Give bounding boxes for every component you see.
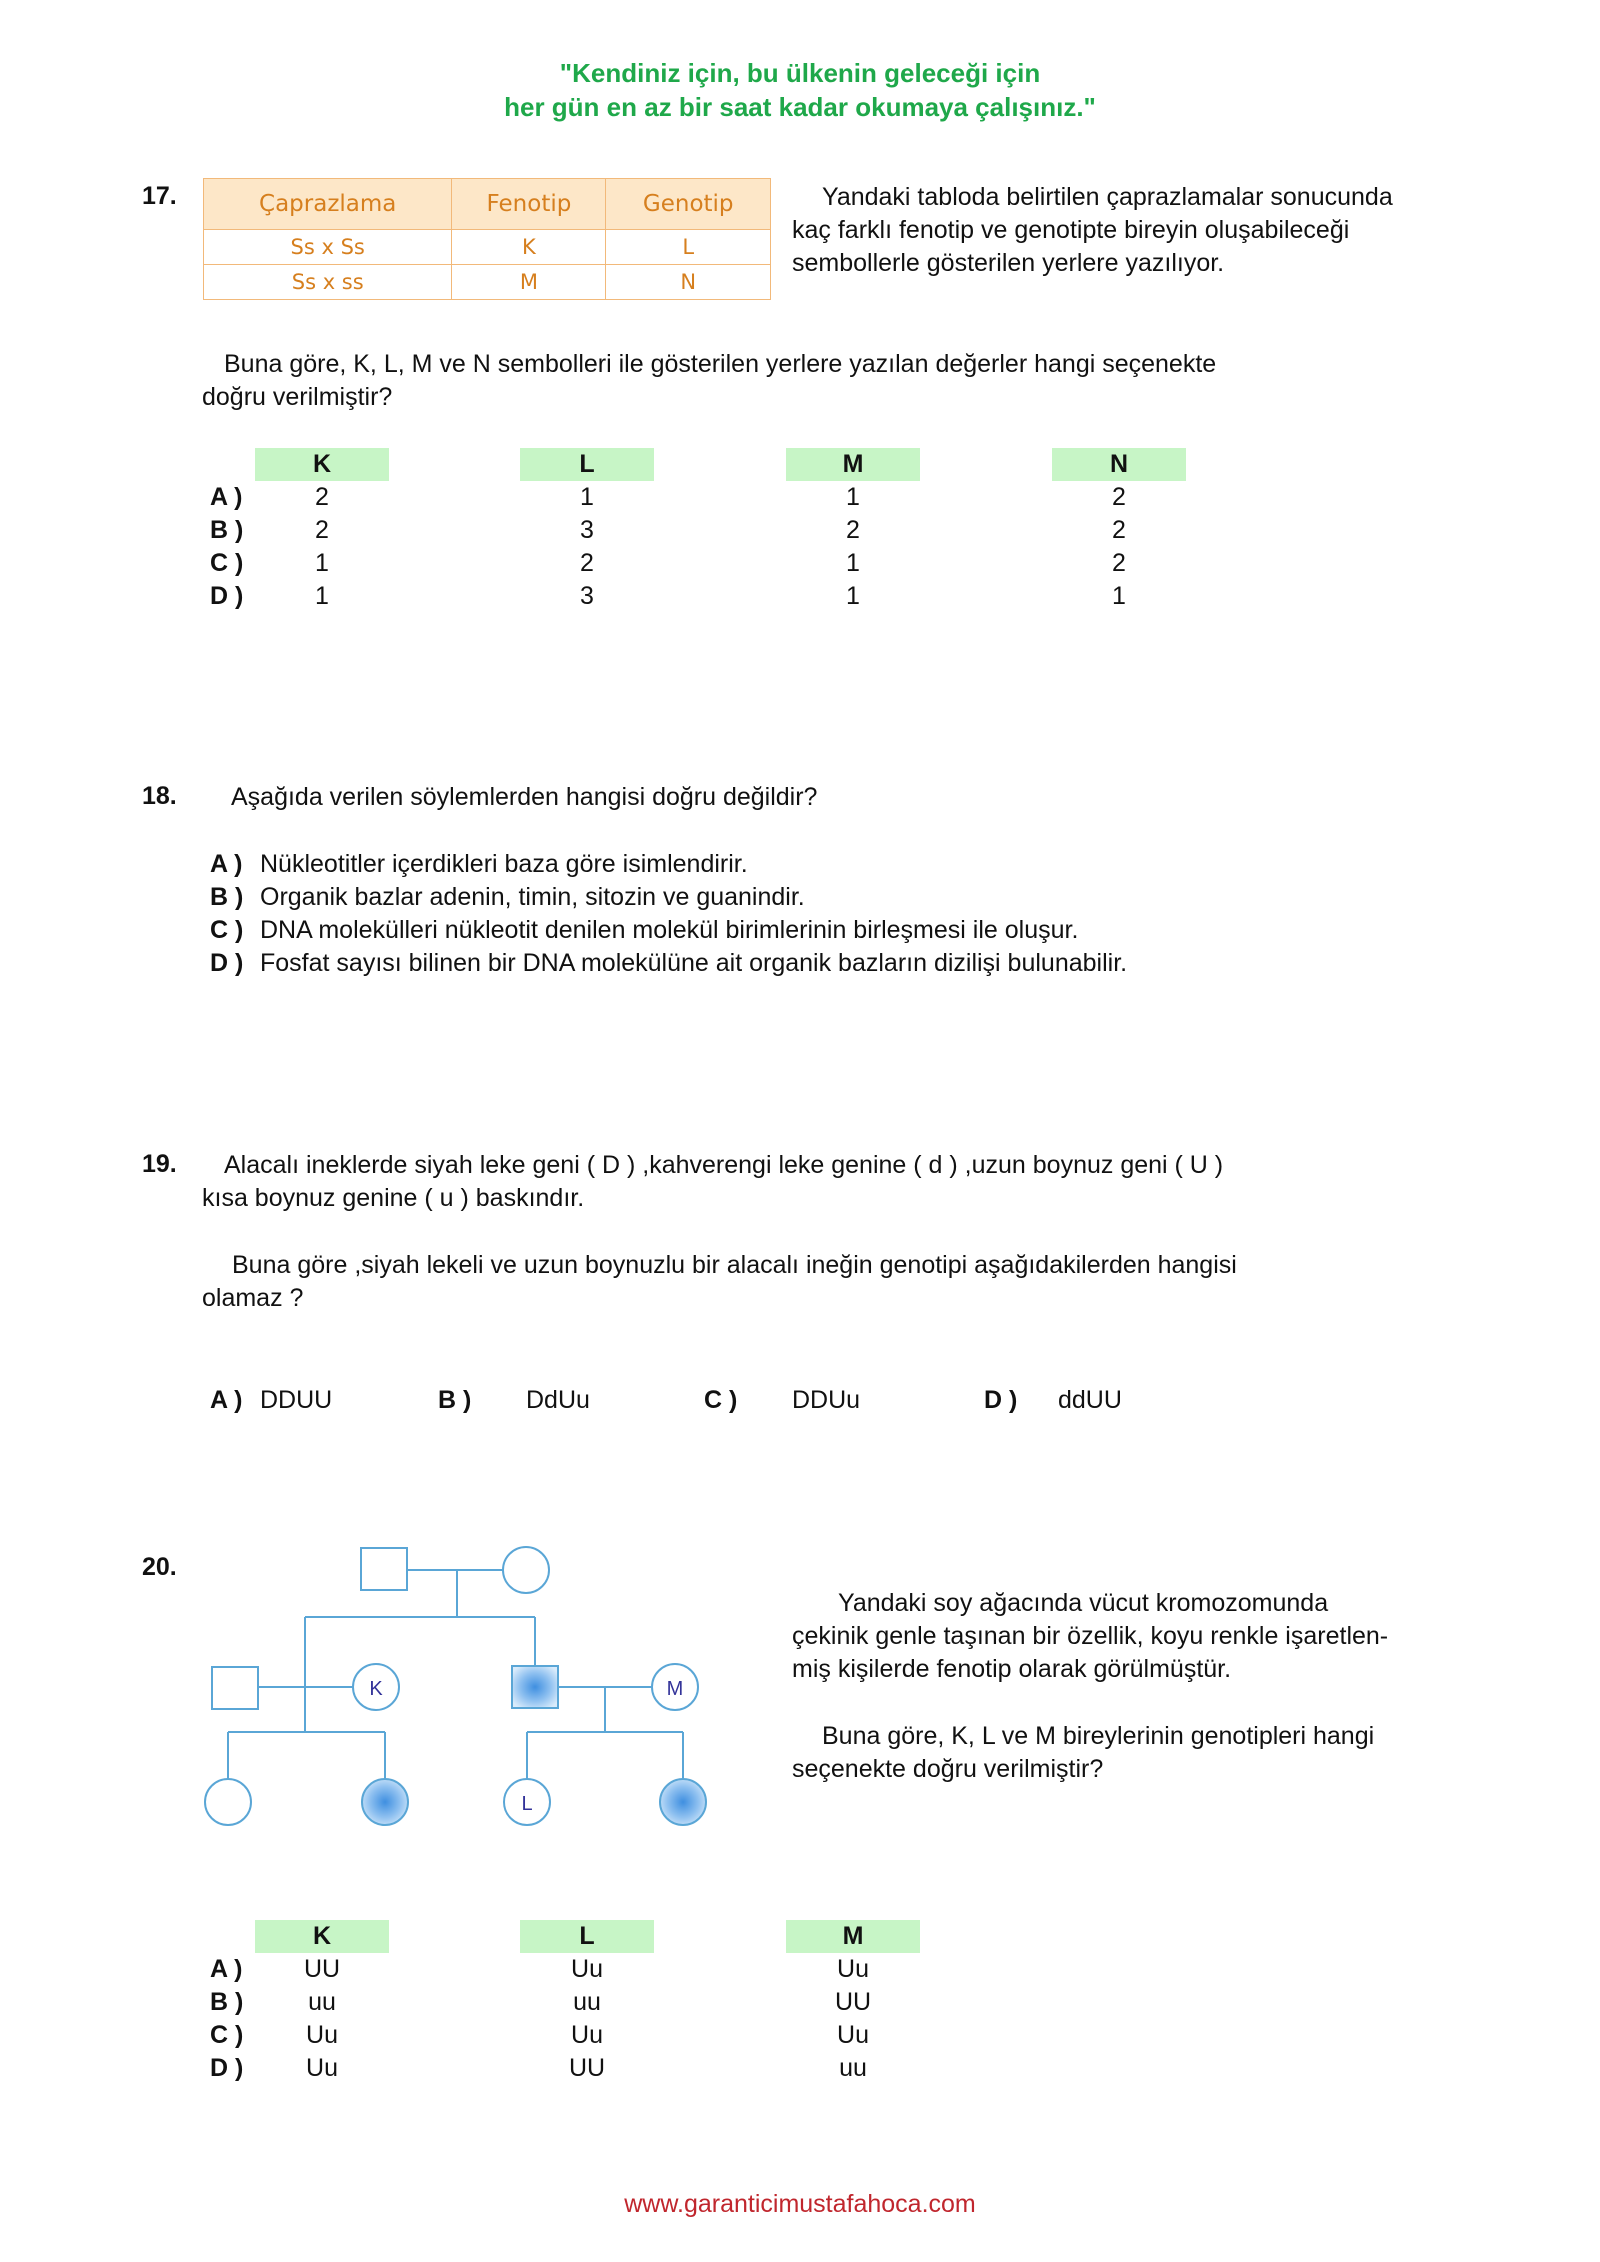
q19-stem-line-2: kısa boynuz genine ( u ) baskındır. [202,1184,585,1212]
q17-col-l: L [520,448,654,481]
q17-option-d-m: 1 [846,582,860,610]
q20-side-line-1: Yandaki soy ağacında vücut kromozomunda [838,1589,1329,1617]
cross-table-row [204,265,771,300]
q20-side-line-3: miş kişilerde fenotip olarak görülmüştür. [792,1655,1232,1683]
q20-option-b-label[interactable]: B ) [210,1988,244,2016]
q17-option-c-m: 1 [846,549,860,577]
pedigree-mother-circle [503,1547,549,1593]
q17-side-line-1: Yandaki tabloda belirtilen çaprazlamalar sonucunda [822,183,1393,211]
q20-option-b-l: uu [573,1988,601,2016]
q20-option-c-m: Uu [837,2021,869,2049]
question-20-number: 20. [142,1553,177,1581]
q20-option-c-l: Uu [571,2021,603,2049]
q17-option-c-k: 1 [315,549,329,577]
q19-option-c-label[interactable]: C ) [704,1386,738,1414]
q18-option-b-text: Organik bazlar adenin, timin, sitozin ve guanindir. [260,883,805,911]
q17-side-line-3: sembollerle gösterilen yerlere yazılıyor. [792,249,1225,277]
q20-col-k: K [255,1920,389,1953]
pedigree-diagram [200,1540,740,1840]
pedigree-inlaw-male-square [212,1667,258,1709]
pedigree-affected-female-circle [660,1779,706,1825]
q19-option-a-text: DDUU [260,1386,333,1414]
cross-table-row [204,230,771,265]
motto-line-2: her gün en az bir saat kadar okumaya çalışınız." [504,92,1096,122]
cross-header-cell: Genotip [606,179,771,230]
q17-option-a-n: 2 [1112,483,1126,511]
q17-option-c-n: 2 [1112,549,1126,577]
q19-option-c-text: DDUu [792,1386,861,1414]
q20-option-c-k: Uu [306,2021,338,2049]
q20-option-d-label[interactable]: D ) [210,2054,244,2082]
q18-option-a-label[interactable]: A ) [210,850,243,878]
q19-option-b-text: DdUu [526,1386,590,1414]
pedigree-daughter-1-circle [205,1779,251,1825]
q17-question-line-2: doğru verilmiştir? [202,383,393,411]
q20-option-b-k: uu [308,1988,336,2016]
pedigree-affected-male-square [512,1666,558,1708]
pedigree-father-square [361,1548,407,1590]
q18-option-d-label[interactable]: D ) [210,949,244,977]
cross-cell: N [606,265,771,300]
q20-option-d-l: UU [568,2054,606,2082]
q18-question: Aşağıda verilen söylemlerden hangisi doğru değildir? [231,783,818,811]
pedigree-lines [228,1570,683,1780]
q20-option-c-label[interactable]: C ) [210,2021,244,2049]
q17-option-c-l: 2 [580,549,594,577]
motto-line-1: "Kendiniz için, bu ülkenin geleceği için [559,58,1041,88]
pedigree-label-l: L [521,1793,533,1815]
pedigree-label-m: M [666,1678,684,1700]
q17-option-b-k: 2 [315,516,329,544]
q20-option-a-label[interactable]: A ) [210,1955,243,1983]
q20-question-line-1: Buna göre, K, L ve M bireylerinin genotipleri hangi [822,1722,1375,1750]
cross-table-header [204,179,771,230]
q17-option-d-l: 3 [580,582,594,610]
q20-side-line-2: çekinik genle taşınan bir özellik, koyu renkle işaretlen- [792,1622,1389,1650]
q17-option-b-l: 3 [580,516,594,544]
cross-cell: M [452,265,606,300]
question-19-number: 19. [142,1150,177,1178]
cross-cell: K [452,230,606,265]
question-18-number: 18. [142,782,177,810]
footer-website-link[interactable]: www.garanticimustafahoca.com [624,2190,976,2218]
q17-option-b-label[interactable]: B ) [210,516,244,544]
q20-col-m: M [786,1920,920,1953]
q19-question-line-2: olamaz ? [202,1284,304,1312]
q20-col-l: L [520,1920,654,1953]
q20-question-line-2: seçenekte doğru verilmiştir? [792,1755,1104,1783]
q20-option-a-l: Uu [571,1955,603,1983]
q17-side-line-2: kaç farklı fenotip ve genotipte bireyin oluşabileceği [792,216,1350,244]
cross-cell: Ss x ss [204,265,452,300]
q20-option-b-m: UU [834,1988,872,2016]
cross-cell: L [606,230,771,265]
q17-col-m: M [786,448,920,481]
pedigree-affected-daughter-circle [362,1779,408,1825]
q19-stem-line-1: Alacalı ineklerde siyah leke geni ( D ) ,kahverengi leke genine ( d ) ,uzun boynuz geni ( U ) [224,1151,1224,1179]
q17-option-d-n: 1 [1112,582,1126,610]
q20-option-a-m: Uu [837,1955,869,1983]
question-17-number: 17. [142,182,177,210]
q17-option-d-k: 1 [315,582,329,610]
cross-header-cell: Çaprazlama [204,179,452,230]
q17-col-n: N [1052,448,1186,481]
q17-option-a-k: 2 [315,483,329,511]
q19-option-b-label[interactable]: B ) [438,1386,472,1414]
q19-option-d-text: ddUU [1058,1386,1122,1414]
q19-option-a-label[interactable]: A ) [210,1386,243,1414]
q18-option-c-label[interactable]: C ) [210,916,244,944]
q17-col-k: K [255,448,389,481]
q20-option-d-m: uu [839,2054,867,2082]
q19-option-d-label[interactable]: D ) [984,1386,1018,1414]
q18-option-b-label[interactable]: B ) [210,883,244,911]
q17-option-a-m: 1 [846,483,860,511]
q17-option-a-l: 1 [580,483,594,511]
cross-table [203,178,771,300]
q17-option-d-label[interactable]: D ) [210,582,244,610]
q20-option-a-k: UU [303,1955,341,1983]
cross-header-cell: Fenotip [452,179,606,230]
q17-option-b-m: 2 [846,516,860,544]
q18-option-a-text: Nükleotitler içerdikleri baza göre isimlendirir. [260,850,748,878]
q19-question-line-1: Buna göre ,siyah lekeli ve uzun boynuzlu bir alacalı ineğin genotipi aşağıdakilerden hangisi [232,1251,1237,1279]
q20-option-d-k: Uu [306,2054,338,2082]
q17-question-line-1: Buna göre, K, L, M ve N sembolleri ile gösterilen yerlere yazılan değerler hangi seçenekte [224,350,1217,378]
q18-option-c-text: DNA molekülleri nükleotit denilen molekül birimlerinin birleşmesi ile oluşur. [260,916,1079,944]
pedigree-label-k: K [369,1678,383,1700]
q18-option-d-text: Fosfat sayısı bilinen bir DNA molekülüne ait organik bazların dizilişi bulunabilir. [260,949,1128,977]
cross-cell: Ss x Ss [204,230,452,265]
q17-option-a-label[interactable]: A ) [210,483,243,511]
q17-option-c-label[interactable]: C ) [210,549,244,577]
q17-option-b-n: 2 [1112,516,1126,544]
